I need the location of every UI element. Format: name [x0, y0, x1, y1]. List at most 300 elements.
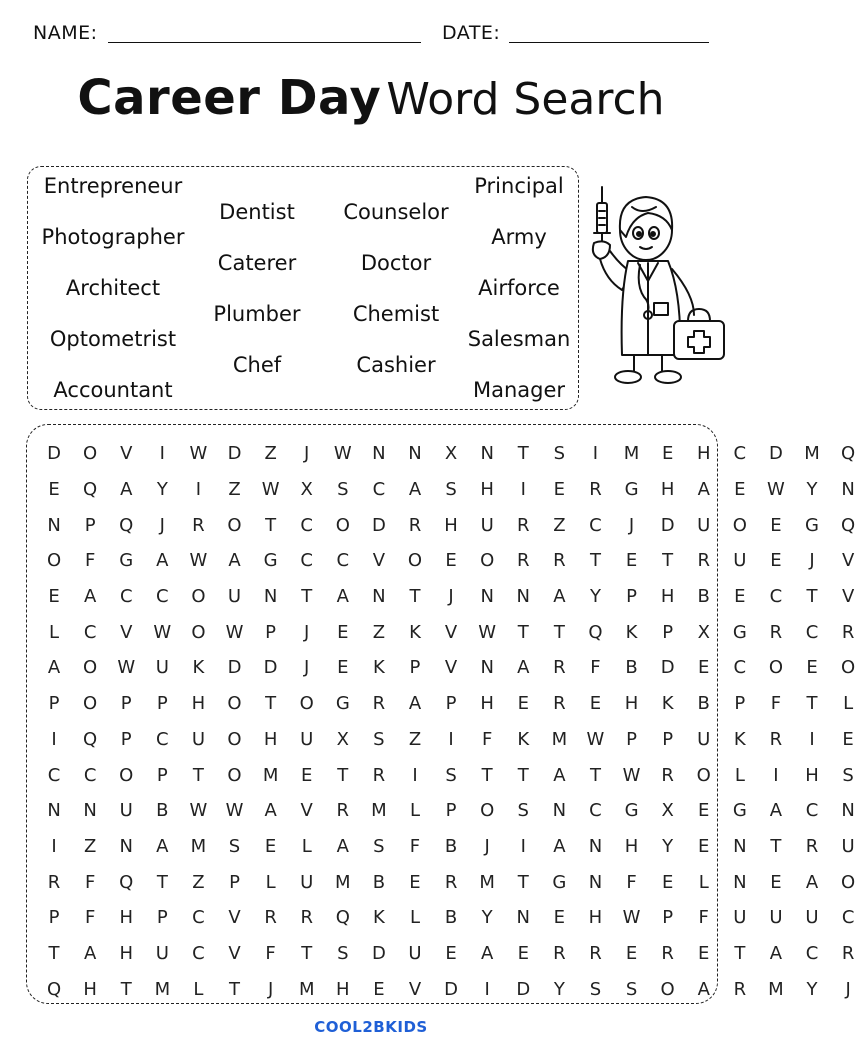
- grid-letter[interactable]: U: [300, 871, 314, 893]
- grid-letter[interactable]: U: [733, 907, 747, 929]
- grid-letter[interactable]: U: [841, 835, 855, 857]
- grid-letter[interactable]: T: [517, 621, 529, 643]
- grid-letter[interactable]: U: [191, 728, 206, 750]
- grid-letter[interactable]: I: [195, 479, 202, 501]
- grid-letter[interactable]: W: [622, 764, 641, 786]
- grid-letter[interactable]: E: [770, 514, 782, 536]
- grid-letter[interactable]: Q: [83, 479, 98, 501]
- grid-letter[interactable]: E: [625, 942, 638, 964]
- grid-letter[interactable]: U: [769, 907, 783, 929]
- grid-letter[interactable]: E: [589, 693, 602, 715]
- grid-letter[interactable]: R: [697, 550, 710, 572]
- grid-letter[interactable]: C: [372, 479, 386, 501]
- grid-letter[interactable]: T: [734, 942, 746, 964]
- grid-letter[interactable]: X: [300, 479, 313, 501]
- grid-letter[interactable]: R: [553, 657, 566, 679]
- grid-letter[interactable]: F: [626, 871, 637, 893]
- grid-letter[interactable]: E: [661, 443, 674, 465]
- grid-letter[interactable]: U: [227, 586, 242, 608]
- grid-letter[interactable]: D: [660, 514, 675, 536]
- grid-letter[interactable]: Y: [589, 586, 601, 608]
- grid-letter[interactable]: N: [47, 514, 61, 536]
- grid-letter[interactable]: X: [697, 621, 710, 643]
- grid-letter[interactable]: L: [843, 693, 854, 715]
- grid-letter[interactable]: A: [553, 586, 566, 608]
- grid-letter[interactable]: O: [83, 657, 98, 679]
- grid-letter[interactable]: N: [372, 586, 386, 608]
- grid-letter[interactable]: N: [516, 586, 530, 608]
- grid-letter[interactable]: V: [228, 907, 241, 929]
- grid-letter[interactable]: P: [734, 693, 746, 715]
- grid-letter[interactable]: N: [552, 800, 567, 822]
- grid-letter[interactable]: U: [805, 907, 819, 929]
- grid-letter[interactable]: L: [49, 621, 60, 643]
- grid-letter[interactable]: I: [51, 835, 57, 857]
- grid-letter[interactable]: J: [448, 586, 454, 608]
- grid-letter[interactable]: T: [806, 586, 818, 608]
- grid-letter[interactable]: B: [697, 586, 710, 608]
- grid-letter[interactable]: J: [628, 514, 635, 536]
- grid-letter[interactable]: C: [733, 443, 747, 465]
- grid-letter[interactable]: O: [335, 514, 350, 536]
- grid-letter[interactable]: P: [409, 657, 421, 679]
- grid-letter[interactable]: F: [770, 693, 782, 715]
- grid-letter[interactable]: T: [770, 835, 782, 857]
- grid-letter[interactable]: X: [336, 728, 349, 750]
- grid-letter[interactable]: P: [662, 621, 674, 643]
- grid-letter[interactable]: Q: [46, 978, 62, 1000]
- grid-letter[interactable]: G: [624, 479, 639, 501]
- grid-letter[interactable]: W: [333, 443, 352, 465]
- grid-letter[interactable]: N: [733, 871, 747, 893]
- grid-letter[interactable]: S: [337, 942, 349, 964]
- grid-letter[interactable]: S: [445, 764, 457, 786]
- grid-letter[interactable]: C: [805, 800, 819, 822]
- grid-letter[interactable]: P: [662, 728, 674, 750]
- grid-letter[interactable]: E: [48, 479, 60, 501]
- grid-letter[interactable]: S: [373, 835, 385, 857]
- grid-letter[interactable]: E: [698, 942, 710, 964]
- date-line[interactable]: [509, 42, 709, 43]
- grid-letter[interactable]: X: [444, 443, 458, 465]
- grid-letter[interactable]: N: [480, 586, 494, 608]
- grid-letter[interactable]: D: [47, 443, 61, 465]
- grid-letter[interactable]: L: [193, 978, 204, 1000]
- grid-letter[interactable]: H: [480, 479, 494, 501]
- grid-letter[interactable]: M: [623, 443, 640, 465]
- grid-letter[interactable]: E: [734, 479, 746, 501]
- grid-letter[interactable]: F: [84, 871, 96, 893]
- grid-letter[interactable]: J: [809, 550, 815, 572]
- grid-letter[interactable]: A: [156, 835, 169, 857]
- grid-letter[interactable]: L: [409, 907, 420, 929]
- grid-letter[interactable]: V: [841, 550, 855, 572]
- grid-letter[interactable]: P: [626, 586, 637, 608]
- grid-letter[interactable]: W: [189, 800, 208, 822]
- grid-letter[interactable]: E: [264, 835, 277, 857]
- grid-letter[interactable]: C: [336, 550, 350, 572]
- grid-letter[interactable]: H: [588, 907, 603, 929]
- grid-letter[interactable]: R: [769, 728, 783, 750]
- grid-letter[interactable]: I: [484, 978, 490, 1000]
- grid-letter[interactable]: U: [480, 514, 494, 536]
- grid-letter[interactable]: H: [336, 978, 350, 1000]
- grid-letter[interactable]: E: [770, 550, 782, 572]
- grid-letter[interactable]: P: [84, 514, 96, 536]
- grid-letter[interactable]: P: [229, 871, 240, 893]
- grid-letter[interactable]: R: [408, 514, 422, 536]
- grid-letter[interactable]: G: [119, 550, 134, 572]
- grid-letter[interactable]: U: [733, 550, 747, 572]
- grid-letter[interactable]: L: [409, 800, 420, 822]
- grid-letter[interactable]: H: [696, 443, 711, 465]
- grid-letter[interactable]: I: [773, 764, 779, 786]
- grid-letter[interactable]: P: [265, 621, 277, 643]
- grid-letter[interactable]: B: [444, 835, 458, 857]
- grid-letter[interactable]: Y: [662, 835, 674, 857]
- grid-letter[interactable]: N: [841, 479, 855, 501]
- grid-letter[interactable]: C: [83, 621, 97, 643]
- grid-letter[interactable]: A: [408, 479, 422, 501]
- grid-letter[interactable]: A: [553, 835, 566, 857]
- grid-letter[interactable]: S: [842, 764, 854, 786]
- grid-letter[interactable]: V: [300, 800, 313, 822]
- grid-letter[interactable]: Z: [264, 443, 277, 465]
- grid-letter[interactable]: P: [156, 693, 168, 715]
- grid-letter[interactable]: K: [192, 657, 205, 679]
- grid-letter[interactable]: C: [192, 942, 205, 964]
- grid-letter[interactable]: O: [191, 586, 206, 608]
- grid-letter[interactable]: C: [733, 657, 747, 679]
- grid-letter[interactable]: E: [337, 621, 349, 643]
- grid-letter[interactable]: J: [304, 657, 310, 679]
- grid-letter[interactable]: R: [661, 942, 674, 964]
- grid-letter[interactable]: H: [263, 728, 278, 750]
- grid-letter[interactable]: O: [83, 443, 98, 465]
- grid-letter[interactable]: K: [517, 728, 530, 750]
- grid-letter[interactable]: O: [191, 621, 206, 643]
- grid-letter[interactable]: W: [225, 621, 244, 643]
- grid-letter[interactable]: H: [660, 586, 675, 608]
- grid-letter[interactable]: E: [409, 871, 421, 893]
- grid-letter[interactable]: E: [517, 942, 529, 964]
- grid-letter[interactable]: A: [336, 835, 349, 857]
- grid-letter[interactable]: N: [480, 657, 494, 679]
- grid-letter[interactable]: C: [156, 586, 169, 608]
- grid-letter[interactable]: Q: [335, 907, 350, 929]
- grid-letter[interactable]: N: [83, 800, 97, 822]
- grid-letter[interactable]: N: [372, 443, 386, 465]
- grid-letter[interactable]: W: [767, 479, 785, 501]
- grid-letter[interactable]: C: [589, 800, 602, 822]
- grid-letter[interactable]: C: [300, 514, 313, 536]
- grid-letter[interactable]: T: [265, 514, 277, 536]
- grid-letter[interactable]: M: [298, 978, 315, 1000]
- grid-letter[interactable]: A: [83, 586, 97, 608]
- grid-letter[interactable]: Y: [806, 479, 818, 501]
- grid-letter[interactable]: K: [733, 728, 746, 750]
- grid-letter[interactable]: C: [769, 586, 783, 608]
- grid-letter[interactable]: O: [841, 871, 856, 893]
- grid-letter[interactable]: R: [47, 871, 61, 893]
- grid-letter[interactable]: E: [734, 586, 746, 608]
- grid-letter[interactable]: S: [553, 443, 566, 465]
- grid-letter[interactable]: I: [809, 728, 815, 750]
- grid-letter[interactable]: I: [520, 835, 526, 857]
- grid-letter[interactable]: R: [336, 800, 350, 822]
- grid-letter[interactable]: A: [228, 550, 241, 572]
- grid-letter[interactable]: H: [444, 514, 458, 536]
- grid-letter[interactable]: E: [698, 800, 710, 822]
- grid-letter[interactable]: G: [263, 550, 278, 572]
- grid-letter[interactable]: C: [300, 550, 313, 572]
- grid-letter[interactable]: J: [159, 514, 165, 536]
- grid-letter[interactable]: N: [588, 871, 603, 893]
- grid-letter[interactable]: M: [804, 443, 820, 465]
- grid-letter[interactable]: J: [304, 443, 310, 465]
- grid-letter[interactable]: H: [660, 479, 675, 501]
- grid-letter[interactable]: P: [156, 907, 168, 929]
- grid-letter[interactable]: T: [120, 978, 132, 1000]
- grid-letter[interactable]: F: [409, 835, 421, 857]
- grid-letter[interactable]: Q: [841, 443, 856, 465]
- grid-letter[interactable]: O: [83, 693, 98, 715]
- grid-letter[interactable]: T: [517, 764, 529, 786]
- grid-letter[interactable]: W: [478, 621, 497, 643]
- grid-letter[interactable]: J: [845, 978, 851, 1000]
- grid-letter[interactable]: M: [479, 871, 495, 893]
- grid-letter[interactable]: D: [371, 942, 386, 964]
- grid-letter[interactable]: R: [841, 621, 855, 643]
- grid-letter[interactable]: T: [337, 764, 349, 786]
- grid-letter[interactable]: C: [841, 907, 855, 929]
- grid-letter[interactable]: N: [47, 800, 61, 822]
- grid-letter[interactable]: C: [156, 728, 169, 750]
- grid-letter[interactable]: T: [517, 443, 529, 465]
- grid-letter[interactable]: E: [770, 871, 782, 893]
- grid-letter[interactable]: I: [448, 728, 454, 750]
- grid-letter[interactable]: G: [624, 800, 639, 822]
- grid-letter[interactable]: M: [768, 978, 784, 1000]
- grid-letter[interactable]: E: [661, 871, 674, 893]
- grid-letter[interactable]: O: [227, 728, 242, 750]
- grid-letter[interactable]: C: [805, 942, 819, 964]
- grid-letter[interactable]: R: [517, 550, 530, 572]
- grid-letter[interactable]: E: [373, 978, 385, 1000]
- grid-letter[interactable]: W: [189, 443, 208, 465]
- grid-letter[interactable]: R: [841, 942, 855, 964]
- grid-letter[interactable]: F: [84, 550, 96, 572]
- grid-letter[interactable]: U: [408, 942, 422, 964]
- grid-letter[interactable]: A: [517, 657, 530, 679]
- grid-letter[interactable]: C: [83, 764, 97, 786]
- grid-letter[interactable]: F: [698, 907, 709, 929]
- grid-letter[interactable]: A: [156, 550, 169, 572]
- grid-letter[interactable]: H: [191, 693, 206, 715]
- grid-letter[interactable]: A: [83, 942, 97, 964]
- grid-letter[interactable]: R: [444, 871, 458, 893]
- grid-letter[interactable]: I: [592, 443, 599, 465]
- grid-letter[interactable]: E: [806, 657, 818, 679]
- grid-letter[interactable]: B: [697, 693, 710, 715]
- grid-letter[interactable]: T: [662, 550, 674, 572]
- grid-letter[interactable]: N: [733, 835, 747, 857]
- grid-letter[interactable]: E: [842, 728, 854, 750]
- grid-letter[interactable]: M: [371, 800, 387, 822]
- grid-letter[interactable]: D: [227, 443, 242, 465]
- grid-letter[interactable]: T: [589, 550, 601, 572]
- grid-letter[interactable]: N: [588, 835, 603, 857]
- grid-letter[interactable]: T: [517, 871, 529, 893]
- grid-letter[interactable]: R: [589, 942, 602, 964]
- grid-letter[interactable]: Z: [228, 479, 241, 501]
- grid-letter[interactable]: V: [444, 657, 458, 679]
- grid-letter[interactable]: E: [698, 657, 710, 679]
- grid-letter[interactable]: P: [48, 907, 60, 929]
- grid-letter[interactable]: T: [265, 693, 277, 715]
- grid-letter[interactable]: T: [553, 621, 565, 643]
- grid-letter[interactable]: N: [841, 800, 855, 822]
- grid-letter[interactable]: C: [805, 621, 819, 643]
- grid-letter[interactable]: A: [553, 764, 566, 786]
- grid-letter[interactable]: D: [227, 657, 242, 679]
- grid-letter[interactable]: W: [261, 479, 280, 501]
- grid-letter[interactable]: B: [625, 657, 638, 679]
- grid-letter[interactable]: R: [805, 835, 819, 857]
- grid-letter[interactable]: K: [661, 693, 674, 715]
- grid-letter[interactable]: S: [517, 800, 529, 822]
- grid-letter[interactable]: I: [159, 443, 165, 465]
- grid-letter[interactable]: O: [480, 550, 495, 572]
- grid-letter[interactable]: P: [626, 728, 637, 750]
- grid-letter[interactable]: W: [225, 800, 244, 822]
- grid-letter[interactable]: R: [517, 514, 530, 536]
- grid-letter[interactable]: R: [372, 764, 386, 786]
- grid-letter[interactable]: V: [444, 621, 458, 643]
- grid-letter[interactable]: U: [697, 514, 711, 536]
- grid-letter[interactable]: M: [262, 764, 279, 786]
- grid-letter[interactable]: U: [119, 800, 133, 822]
- grid-letter[interactable]: N: [119, 835, 133, 857]
- grid-letter[interactable]: W: [153, 621, 172, 643]
- grid-letter[interactable]: E: [517, 693, 529, 715]
- grid-letter[interactable]: D: [444, 978, 459, 1000]
- grid-letter[interactable]: S: [337, 479, 349, 501]
- grid-letter[interactable]: V: [408, 978, 422, 1000]
- grid-letter[interactable]: A: [336, 586, 349, 608]
- grid-letter[interactable]: D: [516, 978, 531, 1000]
- grid-letter[interactable]: X: [661, 800, 674, 822]
- grid-letter[interactable]: E: [445, 550, 457, 572]
- grid-letter[interactable]: W: [117, 657, 136, 679]
- grid-letter[interactable]: T: [229, 978, 241, 1000]
- grid-letter[interactable]: H: [805, 764, 819, 786]
- grid-letter[interactable]: E: [553, 479, 566, 501]
- grid-letter[interactable]: H: [119, 942, 133, 964]
- grid-letter[interactable]: A: [481, 942, 494, 964]
- grid-letter[interactable]: H: [83, 978, 97, 1000]
- grid-letter[interactable]: T: [806, 693, 818, 715]
- grid-letter[interactable]: D: [371, 514, 386, 536]
- grid-letter[interactable]: O: [841, 657, 856, 679]
- grid-letter[interactable]: M: [154, 978, 171, 1000]
- grid-letter[interactable]: A: [408, 693, 422, 715]
- grid-letter[interactable]: W: [189, 550, 208, 572]
- grid-letter[interactable]: Y: [806, 978, 818, 1000]
- grid-letter[interactable]: R: [661, 764, 674, 786]
- grid-letter[interactable]: R: [300, 907, 313, 929]
- grid-letter[interactable]: U: [155, 657, 169, 679]
- grid-letter[interactable]: Z: [192, 871, 205, 893]
- grid-letter[interactable]: Q: [83, 728, 98, 750]
- grid-letter[interactable]: Q: [841, 514, 856, 536]
- grid-letter[interactable]: D: [660, 657, 675, 679]
- grid-letter[interactable]: C: [589, 514, 602, 536]
- grid-letter[interactable]: S: [228, 835, 241, 857]
- grid-letter[interactable]: O: [480, 800, 495, 822]
- grid-letter[interactable]: J: [304, 621, 310, 643]
- grid-letter[interactable]: D: [768, 443, 783, 465]
- grid-letter[interactable]: V: [120, 621, 133, 643]
- grid-letter[interactable]: C: [47, 764, 61, 786]
- grid-letter[interactable]: P: [445, 800, 457, 822]
- grid-letter[interactable]: Z: [372, 621, 386, 643]
- name-line[interactable]: [108, 42, 421, 43]
- grid-letter[interactable]: N: [263, 586, 278, 608]
- grid-letter[interactable]: V: [120, 443, 133, 465]
- grid-letter[interactable]: L: [734, 764, 745, 786]
- grid-letter[interactable]: Y: [156, 479, 168, 501]
- grid-letter[interactable]: T: [409, 586, 421, 608]
- grid-letter[interactable]: T: [301, 942, 313, 964]
- grid-letter[interactable]: H: [624, 835, 639, 857]
- grid-letter[interactable]: M: [551, 728, 568, 750]
- grid-letter[interactable]: S: [589, 978, 602, 1000]
- grid-letter[interactable]: G: [805, 514, 819, 536]
- grid-letter[interactable]: K: [372, 657, 385, 679]
- grid-letter[interactable]: P: [662, 907, 674, 929]
- grid-letter[interactable]: G: [335, 693, 350, 715]
- grid-letter[interactable]: T: [481, 764, 493, 786]
- grid-letter[interactable]: F: [265, 942, 276, 964]
- grid-letter[interactable]: R: [192, 514, 205, 536]
- grid-letter[interactable]: O: [46, 550, 62, 572]
- grid-letter[interactable]: P: [120, 728, 132, 750]
- grid-letter[interactable]: O: [407, 550, 423, 572]
- grid-letter[interactable]: O: [119, 764, 134, 786]
- grid-letter[interactable]: O: [732, 514, 747, 536]
- grid-letter[interactable]: J: [267, 978, 274, 1000]
- grid-letter[interactable]: O: [227, 514, 242, 536]
- grid-letter[interactable]: A: [697, 479, 710, 501]
- grid-letter[interactable]: M: [335, 871, 351, 893]
- grid-letter[interactable]: T: [48, 942, 60, 964]
- grid-letter[interactable]: R: [372, 693, 386, 715]
- grid-letter[interactable]: E: [48, 586, 60, 608]
- grid-letter[interactable]: K: [625, 621, 638, 643]
- grid-letter[interactable]: B: [156, 800, 169, 822]
- grid-letter[interactable]: U: [697, 728, 711, 750]
- grid-letter[interactable]: V: [372, 550, 386, 572]
- grid-letter[interactable]: G: [732, 621, 747, 643]
- grid-letter[interactable]: Z: [408, 728, 422, 750]
- grid-letter[interactable]: S: [625, 978, 638, 1000]
- grid-letter[interactable]: O: [299, 693, 314, 715]
- grid-letter[interactable]: E: [445, 942, 457, 964]
- grid-letter[interactable]: L: [265, 871, 276, 893]
- grid-letter[interactable]: B: [444, 907, 458, 929]
- grid-letter[interactable]: G: [552, 871, 567, 893]
